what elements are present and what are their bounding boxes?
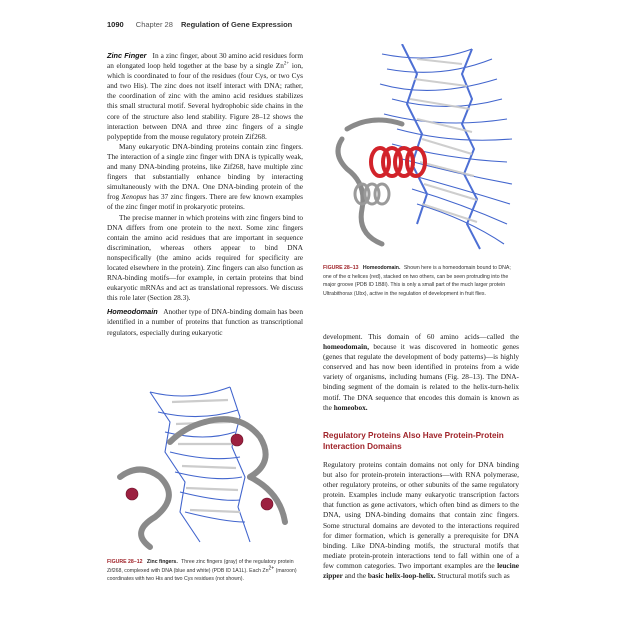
left-column xyxy=(107,51,303,338)
paragraph: Many eukaryotic DNA-binding proteins contain zinc fingers. The interaction of a single zinc finger with DNA is typically weak, and many DNA-binding proteins, like Zif268, have multiple zinc fingers that substantially enhance binding by interacting simultaneously with the DNA. One DNA-binding protein of the frog Xenopus has 37 zinc fingers. There are few known examples of the zinc finger motif in prokaryotic proteins. xyxy=(107,141,304,212)
running-header xyxy=(107,20,292,29)
figure-28-12-caption: FIGURE 28–12 Zinc fingers. Three zinc fingers (gray) of the regulatory protein Zif268, complexed with DNA (blue and white) (PDB ID 1A1L). Each $Zn^{2+}$ (maroon) coordinates with two His and two Cys residues (not shown). xyxy=(107,559,297,583)
paragraph: The precise manner in which proteins with zinc fingers bind to DNA differs from one protein to the next. Some zinc fingers contain the amino acid residues that are important in sequence discrimination, whereas others appear to bind DNA nonspecifically (the amino acids required for specificity are located elsewhere in the protein). Zinc fingers can also function as RNA-binding motifs—for example, in certain proteins that bind eukaryotic mRNAs and act as translational repressors. We discuss this role later (Section 28.3). xyxy=(107,212,303,303)
protein-ribbon xyxy=(120,419,285,547)
zinc-ion xyxy=(231,434,243,446)
paragraph-protein-interaction: Regulatory proteins contain domains not only for DNA binding but also for protein-protein interactions—with RNA polymerase, other regulatory proteins, or other subunits of the same regulatory protein. Examples include many eukaryotic transcription factors that function as gene activators, which often bind as dimers to the DNA, using DNA-binding domains that contain zinc fingers. Some structural domains are devoted to the interactions required for dimer formation, which is generally a prerequisite for DNA binding. Like DNA-binding motifs, the structural motifs that mediate protein-protein interactions tend to fall within one of a few common categories. Two important examples are the leucine zipper and the basic helix-loop-helix. Structural motifs such as xyxy=(323,460,519,581)
page-number: 1090 xyxy=(107,20,124,29)
right-column-bottom xyxy=(323,460,519,581)
homeodomain-heading: Homeodomain xyxy=(107,307,158,317)
zinc-finger-heading: Zinc Finger xyxy=(107,51,147,60)
right-column-top xyxy=(323,332,519,413)
zinc-ion xyxy=(261,498,273,510)
zinc-finger-figure xyxy=(110,382,308,554)
paragraph-zinc-finger: Zinc Finger In a zinc finger, about 30 amino acid residues form an elongated loop held together at the base by a single $Zn^{2+}$ ion, which is coordinated to four of the residues (four Cys, or two Cys and two His). The zinc does not itself interact with DNA; rather, the coordination of zinc with the amino acid residues stabilizes this small structural motif. Several hydrophobic side chains in the core of the structure also lend stability. Figure 28–12 shows the interaction between DNA and three zinc fingers of a single polypeptide from the mouse regulatory protein Zif268. xyxy=(107,51,304,141)
figure-28-13-caption: FIGURE 28–13 Homeodomain. Shown here is a homeodomain bound to DNA; one of the α helices (red), stacked on two others, can be seen protruding into the major groove (PDB ID 1B8I). This is only a small part of the much larger protein Ultrabithorax (Ubx), active in the regulation of development in fruit flies. xyxy=(323,265,511,297)
zinc-ion xyxy=(126,488,138,500)
dna-helix xyxy=(150,387,250,542)
protein-ribbon xyxy=(338,120,402,244)
paragraph-homeodomain: Homeodomain Another type of DNA-binding domain has been identified in a number of proteins that function as transcriptional regulators, especially during eukaryotic xyxy=(107,307,304,337)
paragraph-homeodomain-cont: development. This domain of 60 amino acids—called the homeodomain, because it was discovered in homeotic genes (genes that regulate the development of body patterns)—is highly conserved and has now been identified in proteins from a wide variety of organisms, including humans (Fig. 28–13). The DNA-binding segment of the domain is related to the helix-turn-helix motif. The DNA sequence that encodes this domain is known as the homeobox. xyxy=(323,332,519,412)
section-heading: Regulatory Proteins Also Have Protein-Protein Interaction Domains xyxy=(323,431,504,451)
chapter-number: Chapter 28 xyxy=(135,20,173,29)
chapter-title: Regulation of Gene Expression xyxy=(180,20,293,29)
homeodomain-figure xyxy=(322,44,522,258)
